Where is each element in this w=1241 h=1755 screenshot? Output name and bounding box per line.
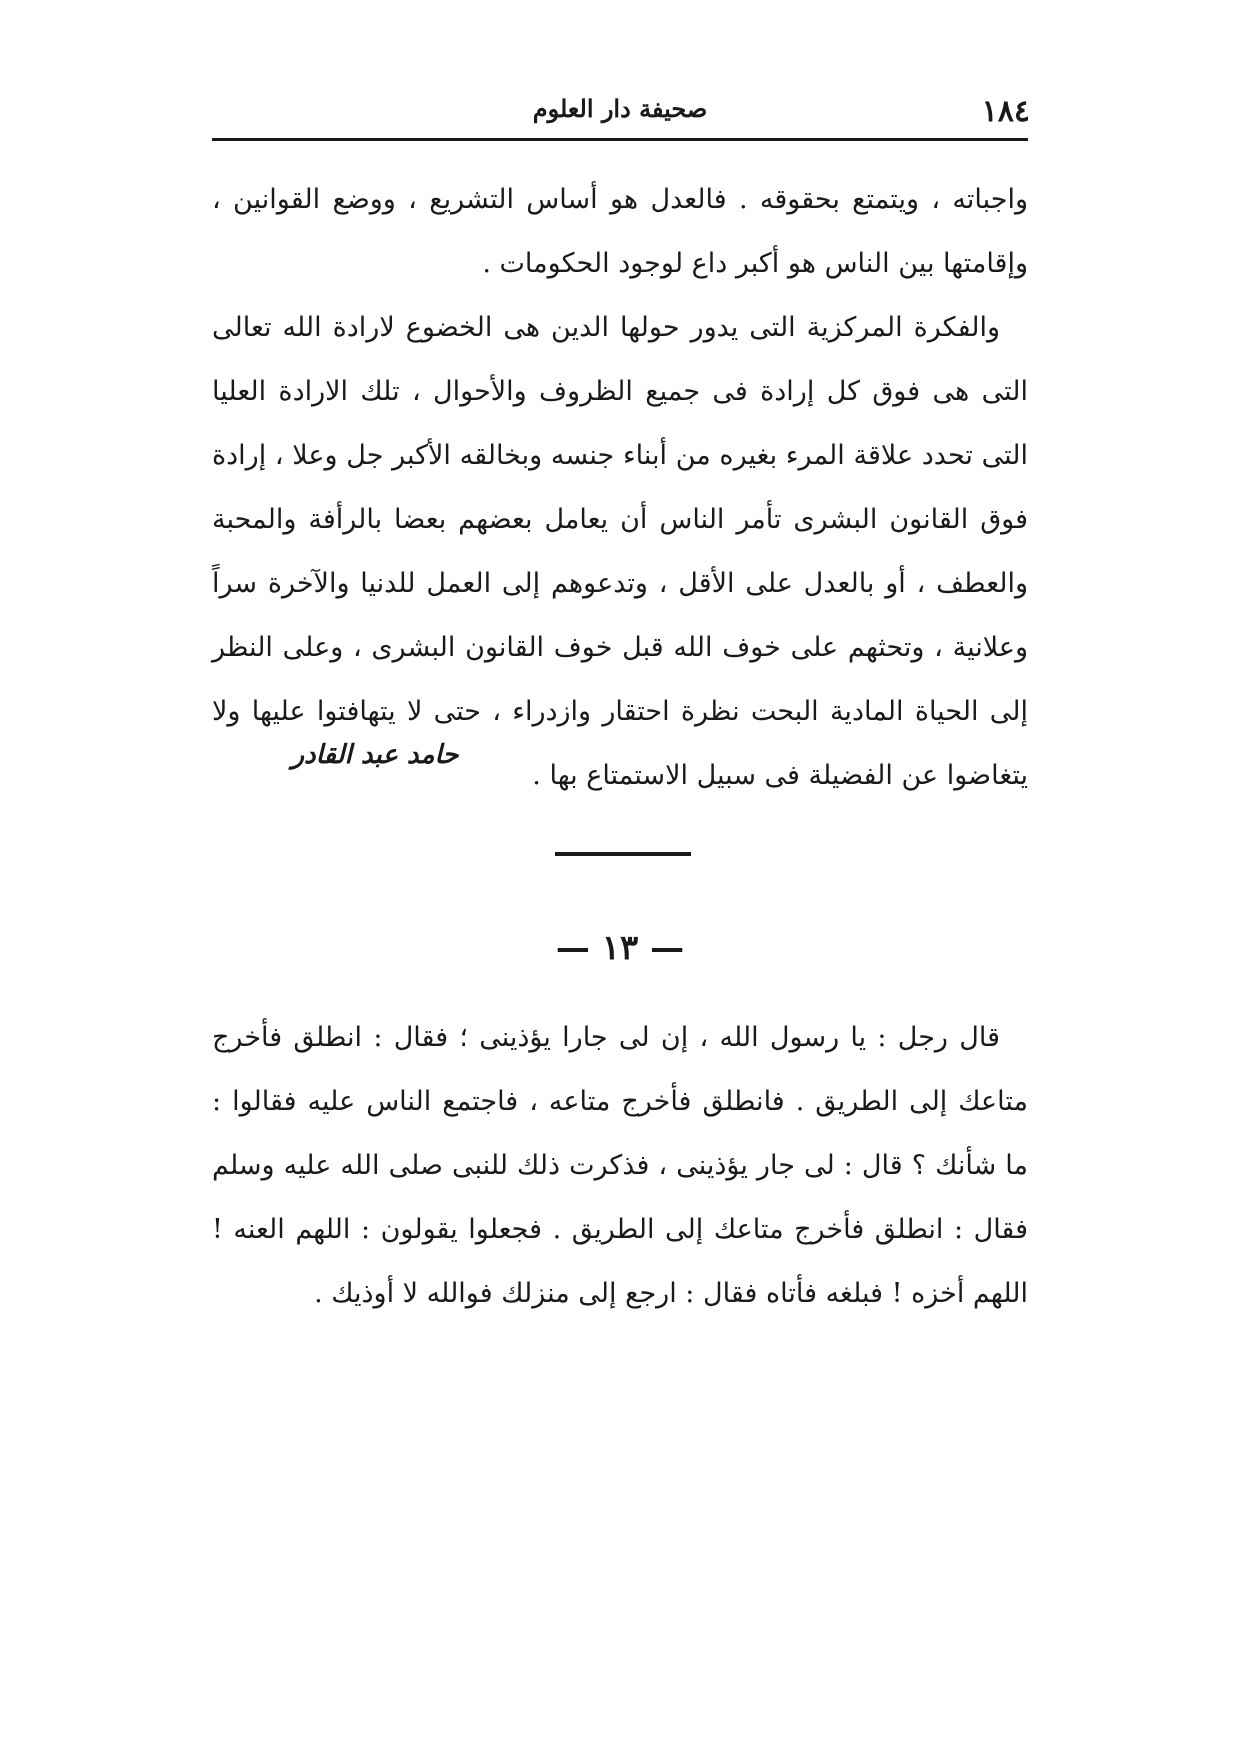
running-head bbox=[210, 90, 1030, 134]
hadith-section bbox=[212, 1006, 1028, 1326]
page-number: ١٨٤ bbox=[981, 94, 1030, 129]
paragraph: قال رجل : يا رسول الله ، إن لى جارا يؤذينى ؛ فقال : انطلق فأخرج متاعك إلى الطريق . فانطلق فأخرج متاعه ، فاجتمع الناس عليه فقالوا : ما شأنك ؟ قال : لى جار يؤذينى ، فذكرت ذلك للنبى صلى الله عليه وسلم فقال : انطلق فأخرج متاعك إلى الطريق . فجعلوا يقولون : اللهم العنه ! اللهم أخزه ! فبلغه فأتاه فقال : ارجع إلى منزلك فوالله لا أوذيك . bbox=[212, 1022, 1028, 1309]
paragraph: والفكرة المركزية التى يدور حولها الدين هى الخضوع لارادة الله تعالى التى هى فوق كل إرادة فى جميع الظروف والأحوال ، تلك الارادة العليا التى تحدد علاقة المرء بغيره من أبناء جنسه وبخالقه الأكبر جل وعلا ، إرادة فوق القانون البشرى تأمر الناس أن يعامل بعضهم بعضا بالرأفة والمحبة والعطف ، أو بالعدل على الأقل ، وتدعوهم إلى العمل للدنيا والآخرة سراً وعلانية ، وتحثهم على خوف الله قبل خوف القانون البشرى ، وعلى النظر إلى الحياة المادية البحت نظرة احتقار وازدراء ، حتى لا يتهافتوا عليها ولا يتغاضوا عن الفضيلة فى سبيل الاستمتاع بها . bbox=[212, 312, 1028, 791]
author-signature: حامد عبد القادر bbox=[291, 740, 459, 770]
journal-title: صحيفة دار العلوم bbox=[532, 94, 708, 123]
section-number: — ١٣ — bbox=[555, 928, 685, 968]
section-divider bbox=[555, 852, 691, 856]
header-rule bbox=[212, 138, 1028, 141]
article-continuation bbox=[212, 168, 1028, 808]
paragraph: واجباته ، ويتمتع بحقوقه . فالعدل هو أساس التشريع ، ووضع القوانين ، وإقامتها بين الناس هو أكبر داع لوجود الحكومات . bbox=[212, 184, 1028, 279]
